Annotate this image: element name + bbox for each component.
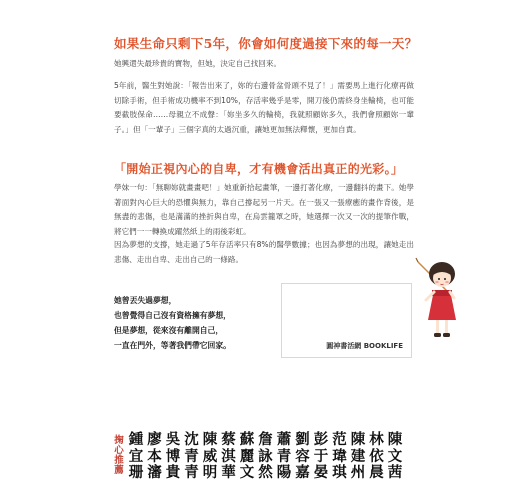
poem-line: 她曾丟失過夢想， <box>114 296 177 305</box>
heading-life-5-years: 如果生命只剩下5年，你會如何度過接下來的每一天？ <box>114 36 418 51</box>
girl-illustration <box>412 256 472 348</box>
recommender-name: 沈 青 青 <box>184 431 199 481</box>
paragraph-diagnosis: 5年前，醫生對她說：「報告出來了，妳的右邊骨盆骨頭不見了！」需要馬上進行化療再做切除手術，但手術成功機率不到10%，存活率幾乎是零，開刀後仍需終身坐輪椅，也可能要截肢保命……母親立不成聲：「妳坐多久的輪椅，我就照顧妳多久，我們會照顧妳一輩子。」但「一輩子」三個字真的太過沉重，讓她更加無法釋懷，更加自責。 <box>114 81 414 134</box>
heading-quote: 「開始正視內心的自卑，才有機會活出真正的光彩。」 <box>114 162 404 176</box>
recommender-name: 陳 威 明 <box>202 431 218 481</box>
recommender-name: 蘇 麗 文 <box>239 431 255 481</box>
recommend-label: 掬 心 推 薦 <box>114 435 124 476</box>
recommender-name: 廖 本 瀋 <box>147 431 162 481</box>
recommender-name: 詹 詠 然 <box>258 431 273 481</box>
recommender-name: 劉 容 嘉 <box>295 431 310 481</box>
paragraph-intro: 她興還失最珍貴的寶物，但她，決定自己找回來。 <box>114 59 282 68</box>
recommender-name: 彭 于 晏 <box>313 431 329 481</box>
recommender-name: 林 依 晨 <box>369 431 384 481</box>
paragraph-painting: 學妹一句：「無聊妳就畫畫吧！」她重新拾起畫筆，一邊打著化療，一邊翻抖的畫下。她學著面對內心巨大的恐懼與無力，靠自己撐起另一片天。在一張又一張療癒的畫作背後，是無盡的悲傷，也是滿滿的挫折與自卑，在烏雲籠罩之時，她選擇一次又一次的提筆作戰，將它們一一轉換成躍然紙上的雨後彩虹。 <box>114 183 414 236</box>
recommender-name: 陳 建 州 <box>350 431 366 481</box>
recommender-name: 范 瑋 琪 <box>332 431 347 481</box>
recommender-name: 蕭 青 陽 <box>276 431 292 481</box>
recommender-name: 鍾 宜 珊 <box>128 431 144 481</box>
paragraph-dream: 因為夢想的支撐，她走過了5年存活率只有8%的醫學數據；也因為夢想的出現，讓她走出悲傷、走出自卑、走出自己的一條路。 <box>114 240 414 264</box>
dream-poem <box>114 293 231 353</box>
recommender-name: 蔡 淇 華 <box>221 431 236 481</box>
recommender-name: 吳 博 貴 <box>165 431 181 481</box>
poem-line: 也曾覺得自己沒有資格擁有夢想， <box>114 311 231 320</box>
poem-line: 但是夢想，從來沒有離開自己， <box>114 326 224 335</box>
recommender-name: 陳 文 茜 <box>387 431 403 481</box>
card-credit: 圓神書活網 BOOKLIFE <box>326 342 403 350</box>
poem-line: 一直在門外，等著我們帶它回家。 <box>114 341 231 350</box>
illustration-card <box>281 283 412 358</box>
